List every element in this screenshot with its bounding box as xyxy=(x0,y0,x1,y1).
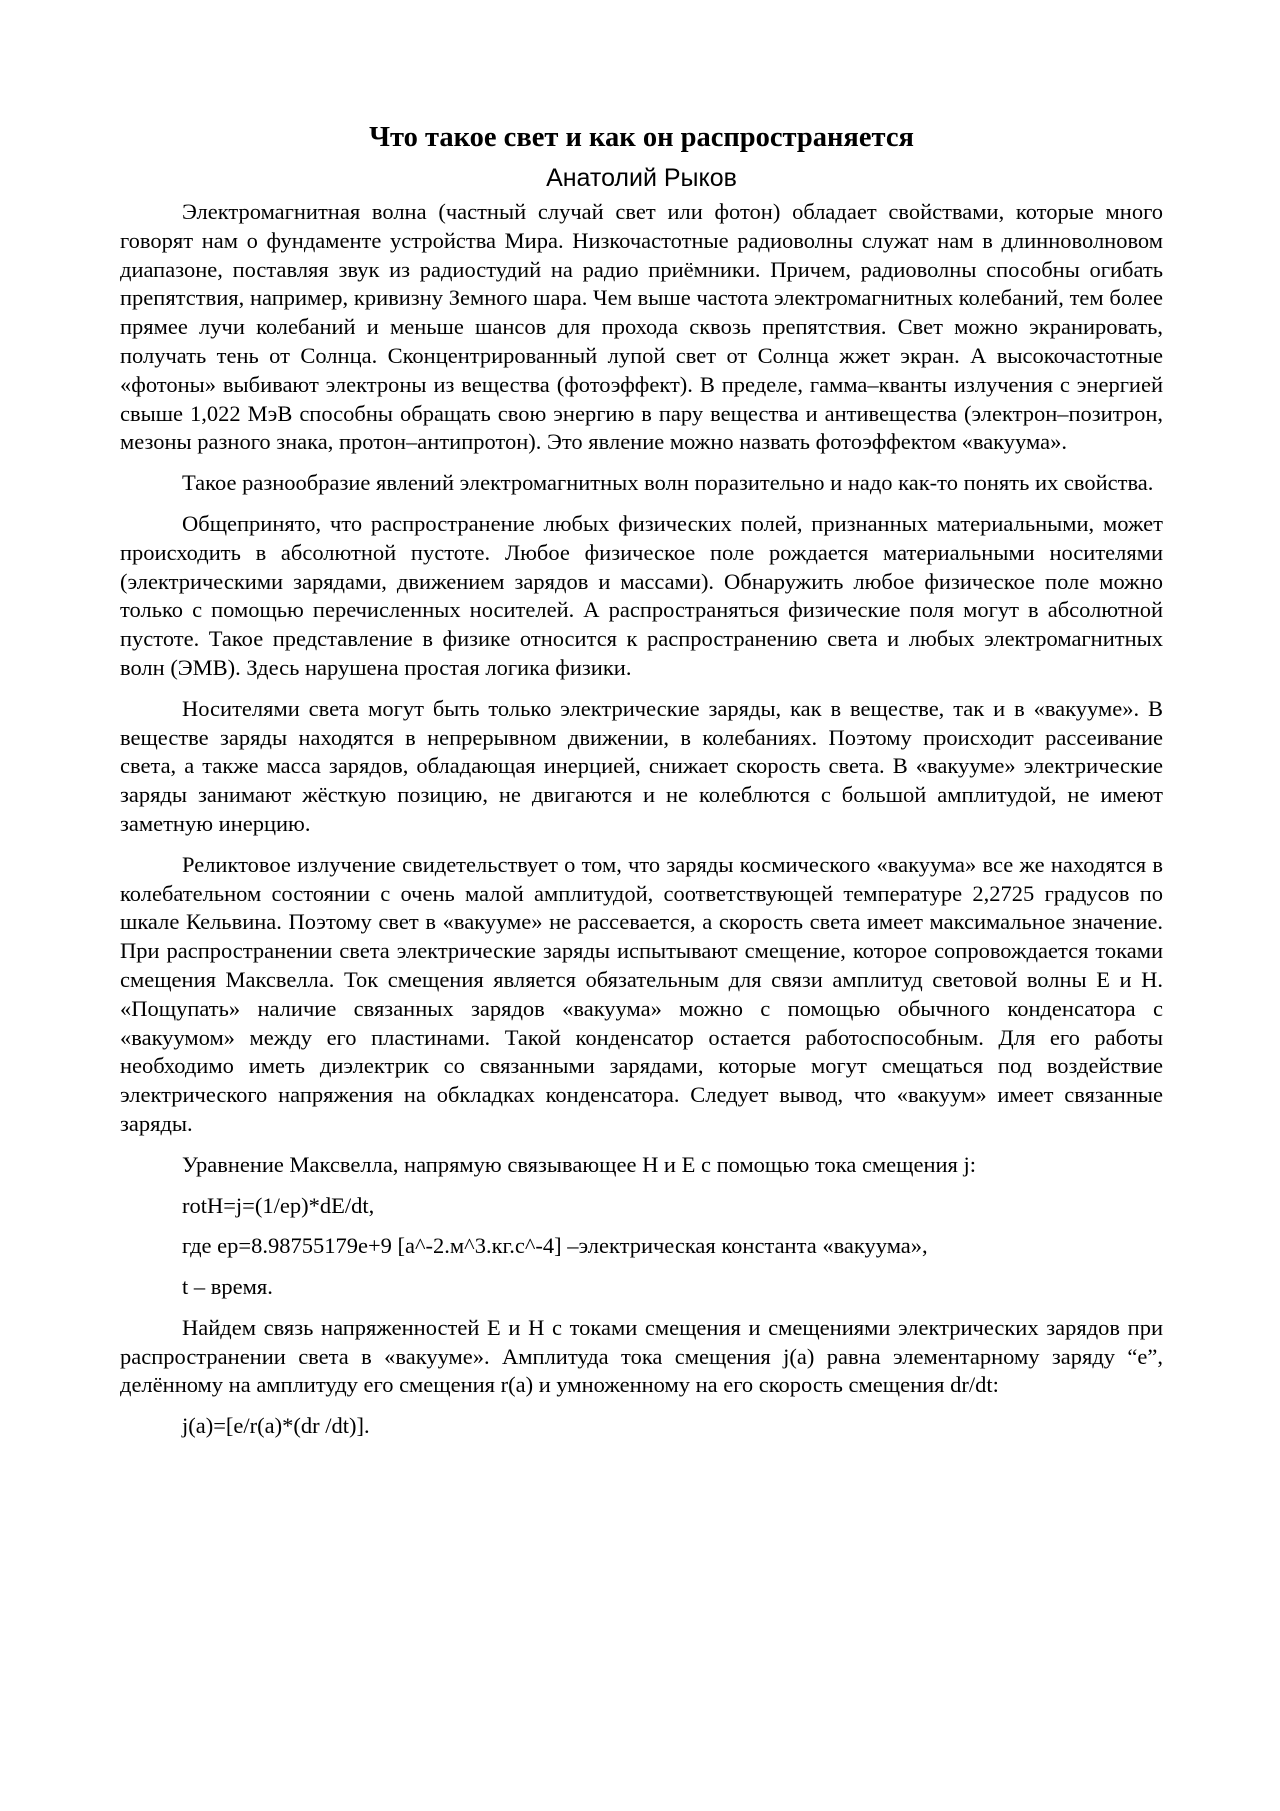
displacement-current-formula: j(a)=[e/r(a)*(dr /dt)]. xyxy=(182,1413,370,1439)
time-definition: t – время. xyxy=(182,1274,273,1300)
paragraph-3: Общепринято, что распространение любых физических полей, признанных материальными, может происходить в абсолютной пустоте. Любое физическое поле рождается материальными носителями (электрическими зарядами, движением зарядов и массами). Обнаружить любое физическое поле можно только с помощью перечисленных носителей. А распространяться физические поля могут в абсолютной пустоте. Такое представление в физике относится к распространению света и любых электромагнитных волн (ЭМВ). Здесь нарушена простая логика физики. xyxy=(120,510,1163,680)
paragraph-2: Такое разнообразие явлений электромагнитных волн поразительно и надо как-то понять их свойства. xyxy=(182,470,1154,496)
constant-definition: где ep=8.98755179e+9 [а^-2.м^3.кг.с^-4] –электрическая константа «вакуума», xyxy=(182,1233,928,1259)
maxwell-equation: rotH=j=(1/ep)*dE/dt, xyxy=(182,1192,375,1218)
maxwell-equation-intro: Уравнение Максвелла, напрямую связывающее Н и Е с помощью тока смещения j: xyxy=(182,1151,977,1177)
document-page xyxy=(120,120,1163,1453)
paragraph-1: Электромагнитная волна (частный случай свет или фотон) обладает свойствами, которые много говорят нам о фундаменте устройства Мира. Низкочастотные радиоволны служат нам в длинноволновом диапазоне, поставляя звук из радиостудий на радио приёмники. Причем, радиоволны способны огибать препятствия, например, кривизну Земного шара. Чем выше частота электромагнитных колебаний, тем более прямее лучи колебаний и меньше шансов для прохода сквозь препятствия. Свет можно экранировать, получать тень от Солнца. Сконцентрированный лупой свет от Солнца жжет экран. А высокочастотные «фотоны» выбивают электроны из вещества (фотоэффект). В пределе, гамма–кванты излучения с энергией свыше 1,022 МэВ способны обращать свою энергию в пару вещества и антивещества (электрон–позитрон, мезоны разного знака, протон–антипротон). Это явление можно назвать фотоэффектом «вакуума». xyxy=(120,199,1163,455)
author-name: Анатолий Рыков xyxy=(546,164,737,192)
paragraph-4: Носителями света могут быть только электрические заряды, как в веществе, так и в «вакууме». В веществе заряды находятся в непрерывном движении, в колебаниях. Поэтому происходит рассеивание света, а также масса зарядов, обладающая инерцией, снижает скорость света. В «вакууме» электрические заряды занимают жёсткую позицию, не двигаются и не колеблются с большой амплитудой, не имеют заметную инерцию. xyxy=(120,695,1163,836)
paragraph-5: Реликтовое излучение свидетельствует о том, что заряды космического «вакуума» все же находятся в колебательном состоянии с очень малой амплитудой, соответствующей температуре 2,2725 градусов по шкале Кельвина. Поэтому свет в «вакууме» не рассевается, а скорость света имеет максимальное значение. При распространении света электрические заряды испытывают смещение, которое сопровождается токами смещения Максвелла. Ток смещения является обязательным для связи амплитуд световой волны Е и Н. «Пощупать» наличие связанных зарядов «вакуума» можно с помощью обычного конденсатора с «вакуумом» между его пластинами. Такой конденсатор остается работоспособным. Для его работы необходимо иметь диэлектрик со связанными зарядами, которые могут смещаться под воздействие электрического напряжения на обкладках конденсатора. Следует вывод, что «вакуум» имеет связанные заряды. xyxy=(120,851,1163,1136)
document-title: Что такое свет и как он распространяется xyxy=(369,122,914,153)
paragraph-6: Найдем связь напряженностей Е и Н с токами смещения и смещениями электрических зарядов при распространении света в «вакууме». Амплитуда тока смещения j(a) равна элементарному заряду “е”, делённому на амплитуду его смещения r(a) и умноженному на его скорость смещения dr/dt: xyxy=(120,1314,1163,1398)
